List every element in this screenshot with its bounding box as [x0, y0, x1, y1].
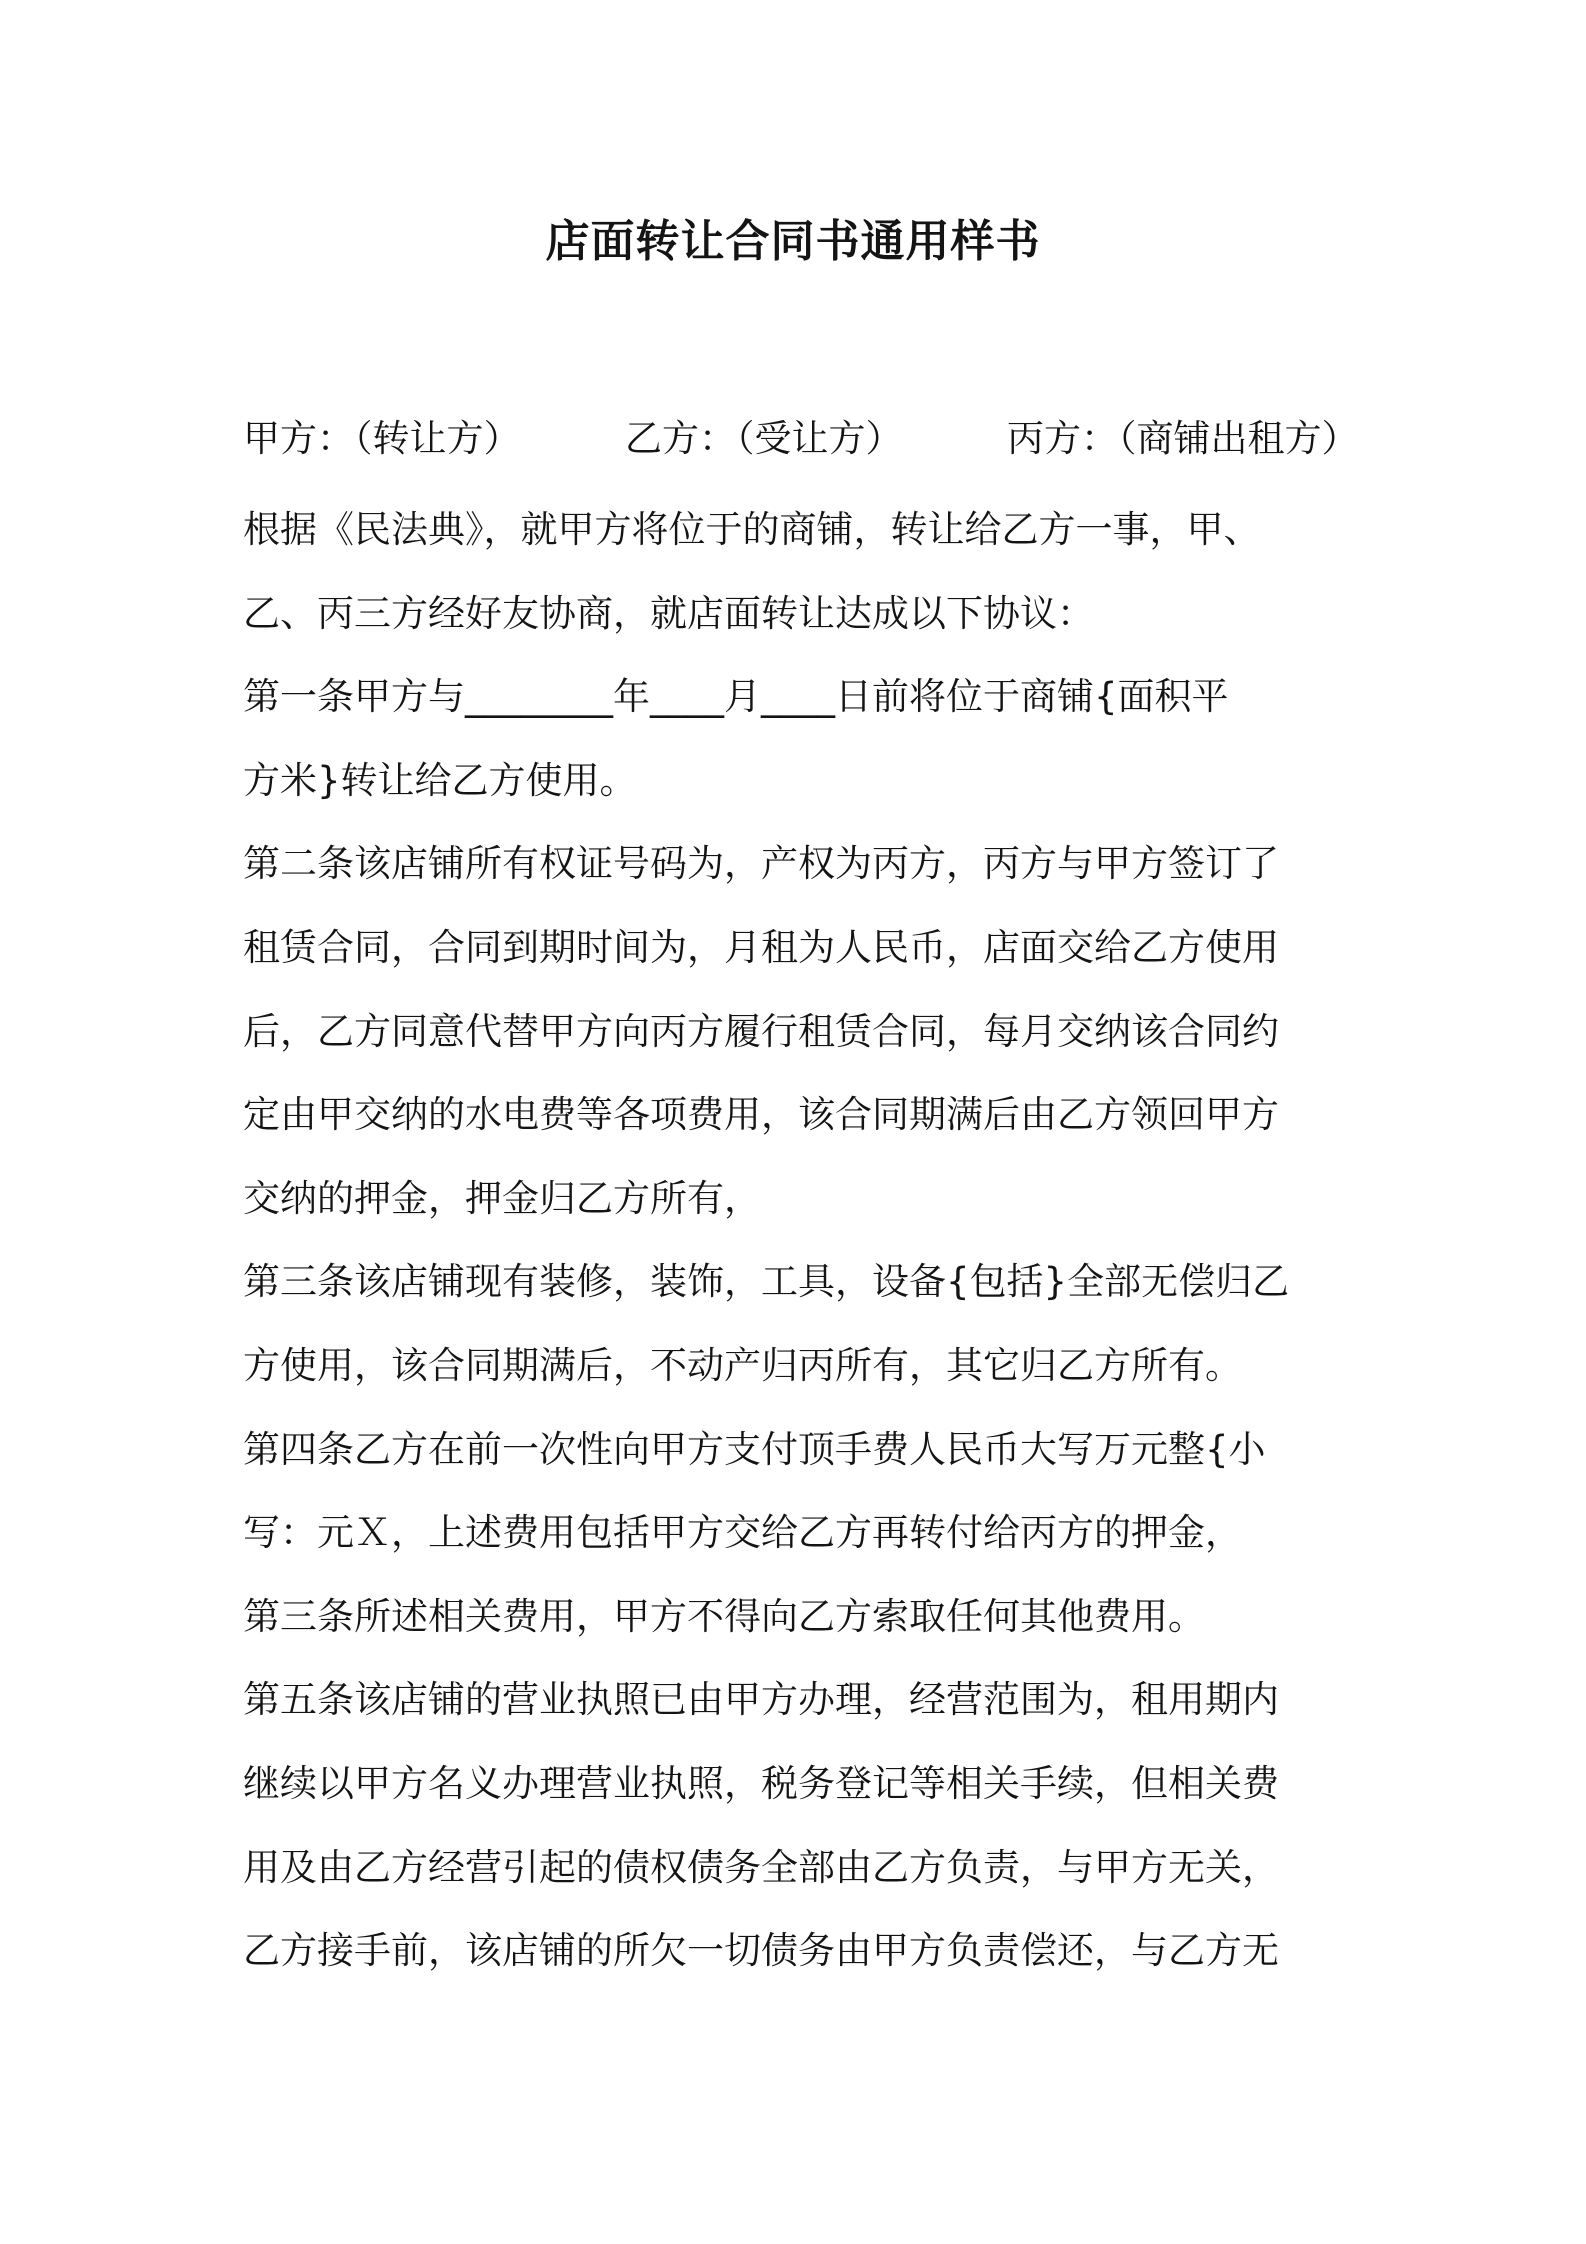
text-line: 第一条甲方与________年____月____日前将位于商铺{面积平: [243, 675, 1229, 719]
text-line: 方使用，该合同期满后，不动产归丙所有，其它归乙方所有。: [243, 1343, 1242, 1387]
text-line: 用及由乙方经营引起的债权债务全部由乙方负责，与甲方无关，: [243, 1845, 1279, 1889]
text-line: 第三条该店铺现有装修，装饰，工具，设备{包括}全部无偿归乙: [243, 1260, 1290, 1304]
contract-body: [243, 488, 1373, 1993]
text-line: 第三条所述相关费用，甲方不得向乙方索取任何其他费用。: [243, 1594, 1205, 1638]
text-line: 第五条该店铺的营业执照已由甲方办理，经营范围为，租用期内: [243, 1678, 1279, 1722]
party-a-label: 甲方：（转让方）: [243, 417, 521, 460]
text-line: 第二条该店铺所有权证号码为，产权为丙方，丙方与甲方签订了: [243, 842, 1279, 886]
text-line: 乙方接手前，该店铺的所欠一切债务由甲方负责偿还，与乙方无: [243, 1929, 1279, 1973]
text-line: 定由甲交纳的水电费等各项费用，该合同期满后由乙方领回甲方: [243, 1093, 1279, 1137]
parties-row: [243, 404, 1373, 474]
text-line: 租赁合同，合同到期时间为，月租为人民币，店面交给乙方使用: [243, 925, 1279, 969]
text-line: 乙、丙三方经好友协商，就店面转让达成以下协议：: [243, 591, 1094, 635]
text-line: 继续以甲方名义办理营业执照，税务登记等相关手续，但相关费: [243, 1761, 1279, 1805]
party-b-label: 乙方：（受让方）: [625, 417, 903, 460]
text-line: 交纳的押金，押金归乙方所有，: [243, 1176, 761, 1220]
text-line: 写：元Ｘ，上述费用包括甲方交给乙方再转付给丙方的押金，: [243, 1511, 1242, 1555]
party-c-label: 丙方：（商铺出租方）: [1007, 417, 1359, 460]
text-line: 根据《民法典》，就甲方将位于的商铺，转让给乙方一事，甲、: [243, 508, 1261, 551]
text-line: 后，乙方同意代替甲方向丙方履行租赁合同，每月交纳该合同约: [243, 1009, 1279, 1053]
text-line: 方米}转让给乙方使用。: [243, 758, 637, 802]
text-line: 第四条乙方在前一次性向甲方支付顶手费人民币大写万元整{小: [243, 1427, 1266, 1471]
document-title: 店面转让合同书通用样书: [545, 216, 1041, 267]
